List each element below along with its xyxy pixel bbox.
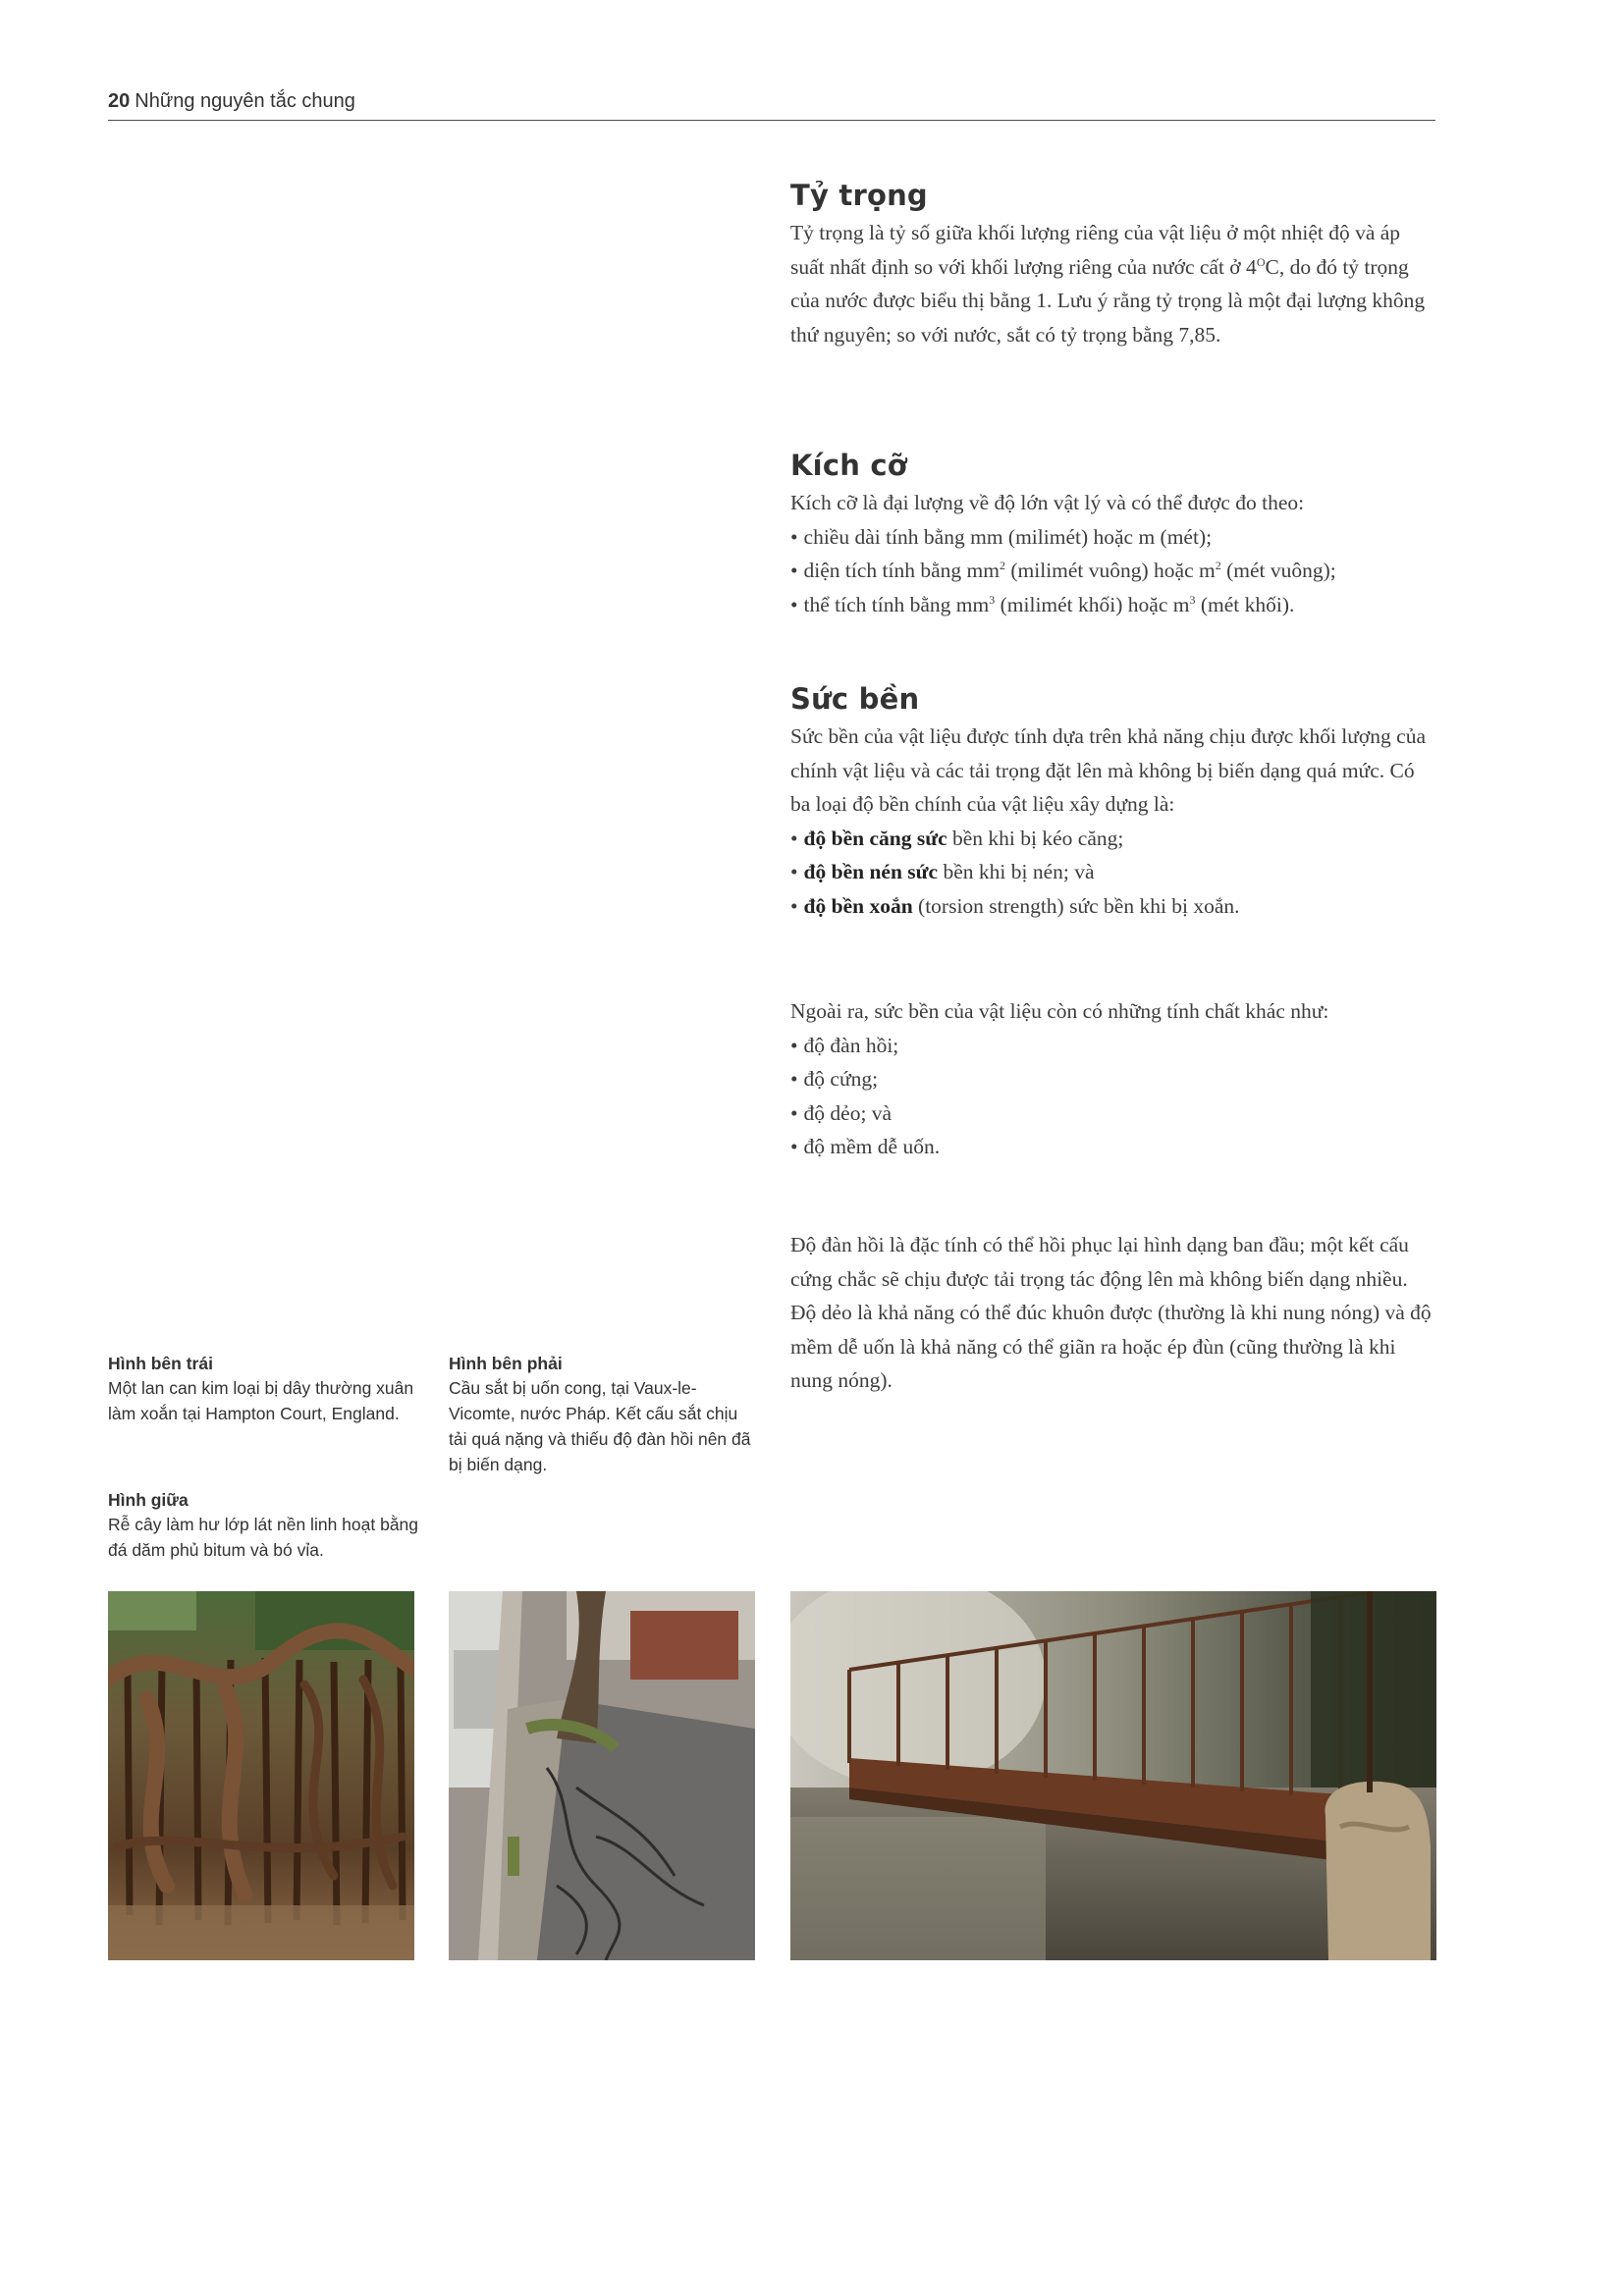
caption-left bbox=[108, 1352, 424, 1426]
superscript: 3 bbox=[989, 592, 996, 607]
list-item-text: bền khi bị kéo căng; bbox=[947, 826, 1124, 850]
list-item: • độ mềm dễ uốn. bbox=[790, 1130, 1438, 1164]
list-item bbox=[790, 554, 1438, 588]
term: độ bền nén sức bbox=[803, 860, 939, 883]
caption-middle-text: Rễ cây làm hư lớp lát nền linh hoạt bằng đá dăm phủ bitum và bó vỉa. bbox=[108, 1515, 419, 1560]
photo-iron-bridge bbox=[790, 1591, 1436, 1960]
heading-suc-ben: Sức bền bbox=[790, 682, 920, 716]
paragraph-suc-ben: Sức bền của vật liệu được tính dựa trên khả năng chịu được khối lượng của chính vật liệu và các tải trọng đặt lên mà không bị biến dạng quá mức. Có ba loại độ bền chính của vật liệu xây dựng là: bbox=[790, 724, 1427, 816]
list-item: • độ đàn hồi; bbox=[790, 1029, 1438, 1063]
section-suc-ben bbox=[790, 682, 1438, 923]
paragraph-other-intro: Ngoài ra, sức bền của vật liệu còn có những tính chất khác như: bbox=[790, 999, 1329, 1023]
list-item-text: thể tích tính bằng mm bbox=[803, 592, 990, 616]
list-item-text: (torsion strength) sức bền khi bị xoắn. bbox=[912, 893, 1240, 918]
list-item bbox=[790, 889, 1438, 924]
paragraph-ty-trong bbox=[790, 216, 1438, 351]
list-other-properties bbox=[790, 1029, 1438, 1164]
list-item-text: (milimét vuông) hoặc m bbox=[1004, 559, 1216, 582]
caption-middle-title: Hình giữa bbox=[108, 1490, 189, 1510]
superscript: 3 bbox=[1189, 592, 1196, 607]
photo-tree-roots-pavement bbox=[449, 1591, 755, 1960]
caption-left-title: Hình bên trái bbox=[108, 1354, 213, 1373]
term: độ bền căng sức bbox=[803, 826, 947, 850]
running-title: Những nguyên tắc chung bbox=[135, 90, 355, 112]
list-kich-co bbox=[790, 520, 1438, 622]
section-ty-trong bbox=[790, 179, 1438, 351]
page-header bbox=[108, 90, 1435, 121]
term: độ bền xoắn bbox=[803, 893, 913, 918]
caption-right-text: Cầu sắt bị uốn cong, tại Vaux-le-Vicomte, nước Pháp. Kết cấu sắt chịu tải quá nặng và thiếu độ đàn hồi nên đã bị biến dạng. bbox=[449, 1378, 751, 1474]
caption-right bbox=[449, 1352, 753, 1477]
list-item-text: (mét vuông); bbox=[1220, 559, 1336, 582]
photo-ivy-railing bbox=[108, 1591, 414, 1960]
heading-kich-co: Kích cỡ bbox=[790, 449, 907, 482]
list-item-text: chiều dài tính bằng mm (milimét) hoặc m (mét); bbox=[803, 524, 1213, 549]
superscript: 2 bbox=[999, 558, 1005, 572]
section-closing bbox=[790, 1228, 1438, 1398]
list-item bbox=[790, 822, 1438, 856]
list-item bbox=[790, 855, 1438, 889]
list-item-text: (milimét khối) hoặc m bbox=[995, 592, 1190, 616]
caption-left-text: Một lan can kim loại bị dây thường xuân làm xoắn tại Hampton Court, England. bbox=[108, 1378, 414, 1423]
section-kich-co bbox=[790, 449, 1438, 621]
superscript: 2 bbox=[1215, 558, 1221, 572]
caption-right-title: Hình bên phải bbox=[449, 1354, 563, 1373]
list-item: • độ dẻo; và bbox=[790, 1096, 1438, 1131]
ty-trong-sup: O bbox=[1256, 254, 1266, 269]
list-item bbox=[790, 588, 1438, 622]
page-number: 20 bbox=[108, 90, 131, 112]
paragraph-kich-co: Kích cỡ là đại lượng về độ lớn vật lý và có thể được đo theo: bbox=[790, 491, 1305, 514]
section-other-properties bbox=[790, 994, 1438, 1164]
list-suc-ben bbox=[790, 822, 1438, 924]
list-item-text: bền khi bị nén; và bbox=[938, 860, 1095, 883]
list-item bbox=[790, 520, 1438, 555]
ty-trong-text-b: C, do đó tỷ trọng của nước được biểu thị bằng 1. Lưu ý rằng tỷ trọng là một đại lượng không thứ nguyên; so với nước, sắt có tỷ trọng bằng 7,85. bbox=[790, 254, 1426, 347]
ty-trong-text-a: Tỷ trọng là tỷ số giữa khối lượng riêng của vật liệu ở một nhiệt độ và áp suất nhất định so với khối lượng riêng của nước cất ở 4 bbox=[790, 221, 1401, 279]
list-item-text: (mét khối). bbox=[1195, 592, 1295, 616]
caption-middle bbox=[108, 1488, 424, 1563]
list-item: • độ cứng; bbox=[790, 1062, 1438, 1096]
heading-ty-trong: Tỷ trọng bbox=[790, 179, 928, 212]
list-item-text: diện tích tính bằng mm bbox=[803, 559, 1000, 582]
paragraph-closing: Độ đàn hồi là đặc tính có thể hồi phục lại hình dạng ban đầu; một kết cấu cứng chắc sẽ chịu được tải trọng tác động lên mà không biến dạng nhiều. Độ dẻo là khả năng có thể đúc khuôn được (thường là khi nung nóng) và độ mềm dễ uốn là khả năng có thể giãn ra hoặc ép đùn (cũng thường là khi nung nóng). bbox=[790, 1233, 1432, 1392]
